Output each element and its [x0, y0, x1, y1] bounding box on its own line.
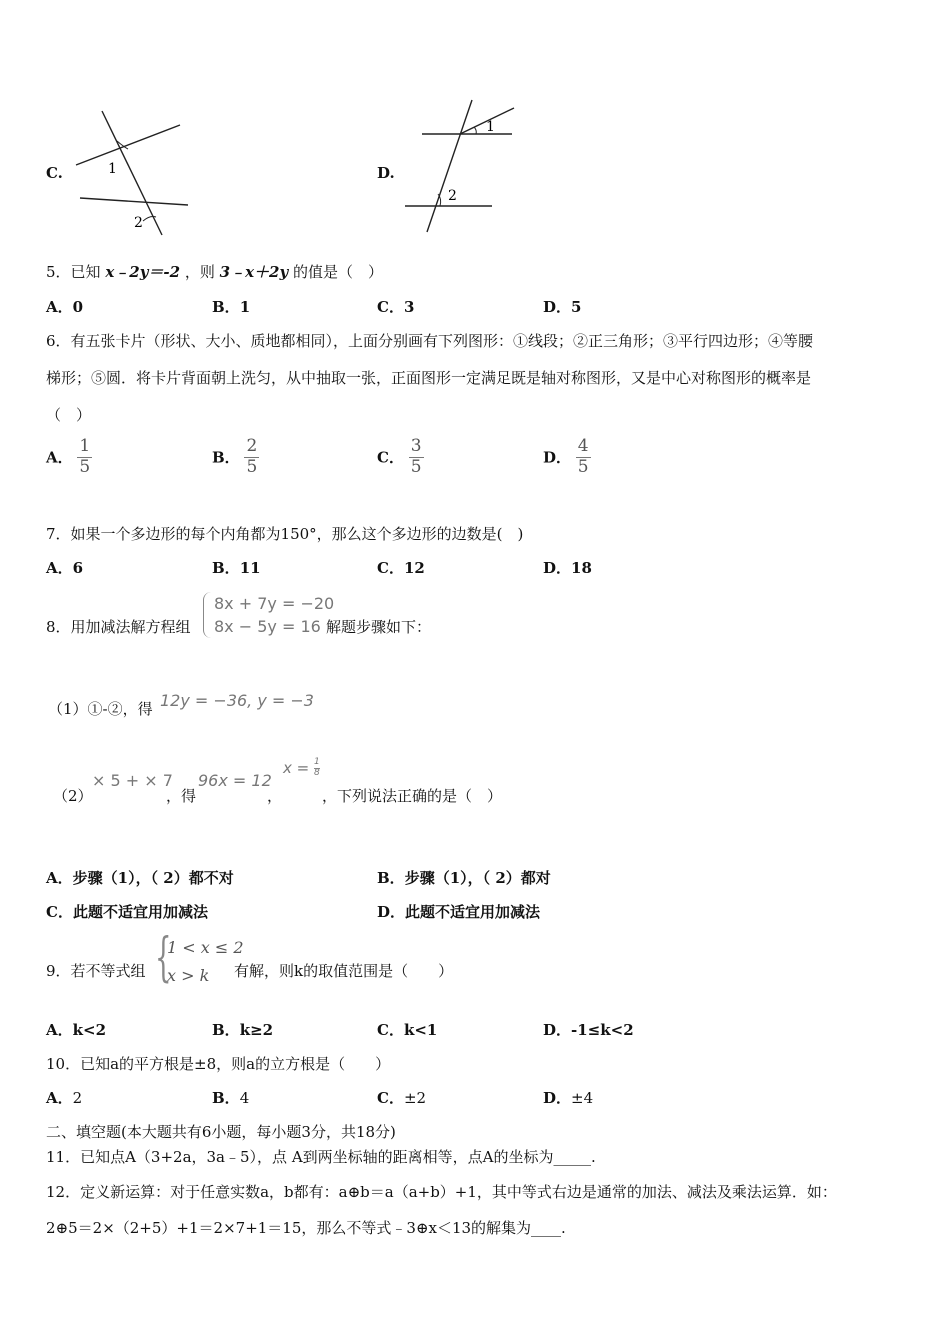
q8-step2-equation: 96x = 12 [198, 771, 272, 790]
q5-stem [46, 261, 383, 282]
q7-stem: 7．如果一个多边形的每个内角都为150°，那么这个多边形的边数是( ) [46, 525, 524, 543]
q9-option-a: A．k<2 [46, 1021, 107, 1039]
q6-stem-line1: 6．有五张卡片（形状、大小、质地都相同），上面分别画有下列图形：①线段；②正三角形；③平行四边形；④等腰 [46, 332, 814, 350]
q8-option-a: A．步骤（1），（ 2）都不对 [46, 869, 234, 887]
q8-equation-system [203, 592, 334, 638]
q8-option-c: C．此题不适宜用加减法 [46, 903, 208, 921]
q6-stem-line2: 梯形；⑤圆．将卡片背面朝上洗匀，从中抽取一张，正面图形一定满足既是轴对称图形，又是中心对称图形的概率是 [46, 369, 812, 387]
q5-equation: x﹣2y＝-2 [105, 263, 181, 281]
q6-option-d: D． $\frac{4}{5}$ [543, 436, 589, 477]
q9-inequality-system [167, 934, 244, 990]
angle-1-label: 1 [486, 119, 495, 135]
q8-step2-mid: ，得 [166, 787, 197, 805]
q7-option-c: C．12 [377, 559, 425, 577]
q12-stem-line2: 2⊕5＝2×（2+5）+1＝2×7+1＝15，那么不等式﹣3⊕x＜13的解集为____. [46, 1219, 566, 1237]
q10-option-d: D．±4 [543, 1089, 594, 1107]
fraction: $\frac{4}{5}$ [577, 436, 589, 477]
q9-option-c: C．k<1 [377, 1021, 438, 1039]
transversal-line [427, 100, 472, 232]
q8-step1-equation: 12y = −36, y = −3 [160, 691, 314, 710]
q6-option-c: C． $\frac{3}{5}$ [377, 436, 422, 477]
angle-2-label: 2 [134, 215, 143, 231]
angle-1-label: 1 [108, 161, 117, 177]
q4-option-c-diagram [70, 105, 200, 240]
fraction: $\frac{2}{5}$ [246, 436, 258, 477]
upper-line [76, 125, 180, 165]
q10-option-c: C．±2 [377, 1089, 427, 1107]
q8-option-d: D．此题不适宜用加减法 [377, 903, 541, 921]
q7-option-b: B．11 [212, 559, 261, 577]
fraction: $\frac{1}{5}$ [79, 436, 91, 477]
q8-option-b: B．步骤（1），（ 2）都对 [377, 869, 551, 887]
q8-step2-prefix: （2） [53, 787, 93, 805]
q9-inequality-2: x > k [167, 966, 210, 985]
q5-option-a: A．0 [46, 298, 84, 316]
q6-option-b: B． $\frac{2}{5}$ [212, 436, 258, 477]
q6-option-a: A． $\frac{1}{5}$ [46, 436, 91, 477]
q9-option-b: B．k≥2 [212, 1021, 274, 1039]
q6-stem-line3: （ ） [46, 406, 92, 424]
q10-option-b: B．4 [212, 1089, 250, 1107]
q8-system-eq1: 8x + 7y = −20 [214, 594, 335, 613]
q8-step2-comma: ， [267, 787, 283, 805]
q5-option-c: C．3 [377, 298, 415, 316]
q8-step2-ops: × 5 + × 7 [92, 771, 173, 790]
q10-stem: 10．已知a的平方根是±8，则a的立方根是（ ） [46, 1055, 391, 1073]
q10-option-a: A．2 [46, 1089, 83, 1107]
q4-option-d-label: D. [377, 164, 395, 182]
q9-brace-icon: { [155, 928, 172, 988]
q5-option-b: B．1 [212, 298, 251, 316]
q8-stem-suffix: 解题步骤如下： [326, 618, 432, 636]
q9-inequality-1: 1 < x ≤ 2 [167, 938, 244, 957]
q8-step2-suffix: ，下列说法正确的是（ ） [322, 787, 503, 805]
q9-option-d: D．-1≤k<2 [543, 1021, 634, 1039]
angle-2-label: 2 [448, 188, 457, 204]
q8-stem-prefix: 8．用加减法解方程组 [46, 618, 191, 636]
q8-system-eq2: 8x − 5y = 16 [214, 617, 321, 636]
q9-stem-prefix: 9．若不等式组 [46, 962, 146, 980]
q12-stem-line1: 12．定义新运算：对于任意实数a，b都有：a⊕b＝a（a+b）+1，其中等式右边是通常的加法、减法及乘法运算．如： [46, 1183, 837, 1201]
q9-stem-suffix: 有解，则k的取值范围是（ ） [234, 962, 454, 980]
q5-stem-mid: ，则 [184, 263, 215, 281]
q5-option-d: D．5 [543, 298, 582, 316]
q5-stem-prefix: 5．已知 [46, 263, 101, 281]
q5-expression: 3﹣x＋2y [219, 263, 289, 281]
lower-line [80, 198, 188, 205]
q4-option-d-diagram [400, 96, 525, 236]
q8-step2-x-value: x = $\frac{1}{8}$ [283, 757, 320, 778]
q5-stem-suffix: 的值是（ ） [293, 263, 384, 281]
angle-1-arc [474, 127, 476, 134]
q11-stem: 11．已知点A（3+2a，3a﹣5），点 A到两坐标轴的距离相等，点A的坐标为_____. [46, 1148, 596, 1166]
q8-step1-prefix: （1）①-②，得 [48, 700, 153, 718]
q4-option-c-label: C. [46, 164, 63, 182]
q7-option-d: D．18 [543, 559, 592, 577]
q7-option-a: A．6 [46, 559, 84, 577]
section-2-title: 二、填空题(本大题共有6小题，每小题3分，共18分) [46, 1123, 396, 1141]
fraction: $\frac{3}{5}$ [410, 436, 422, 477]
